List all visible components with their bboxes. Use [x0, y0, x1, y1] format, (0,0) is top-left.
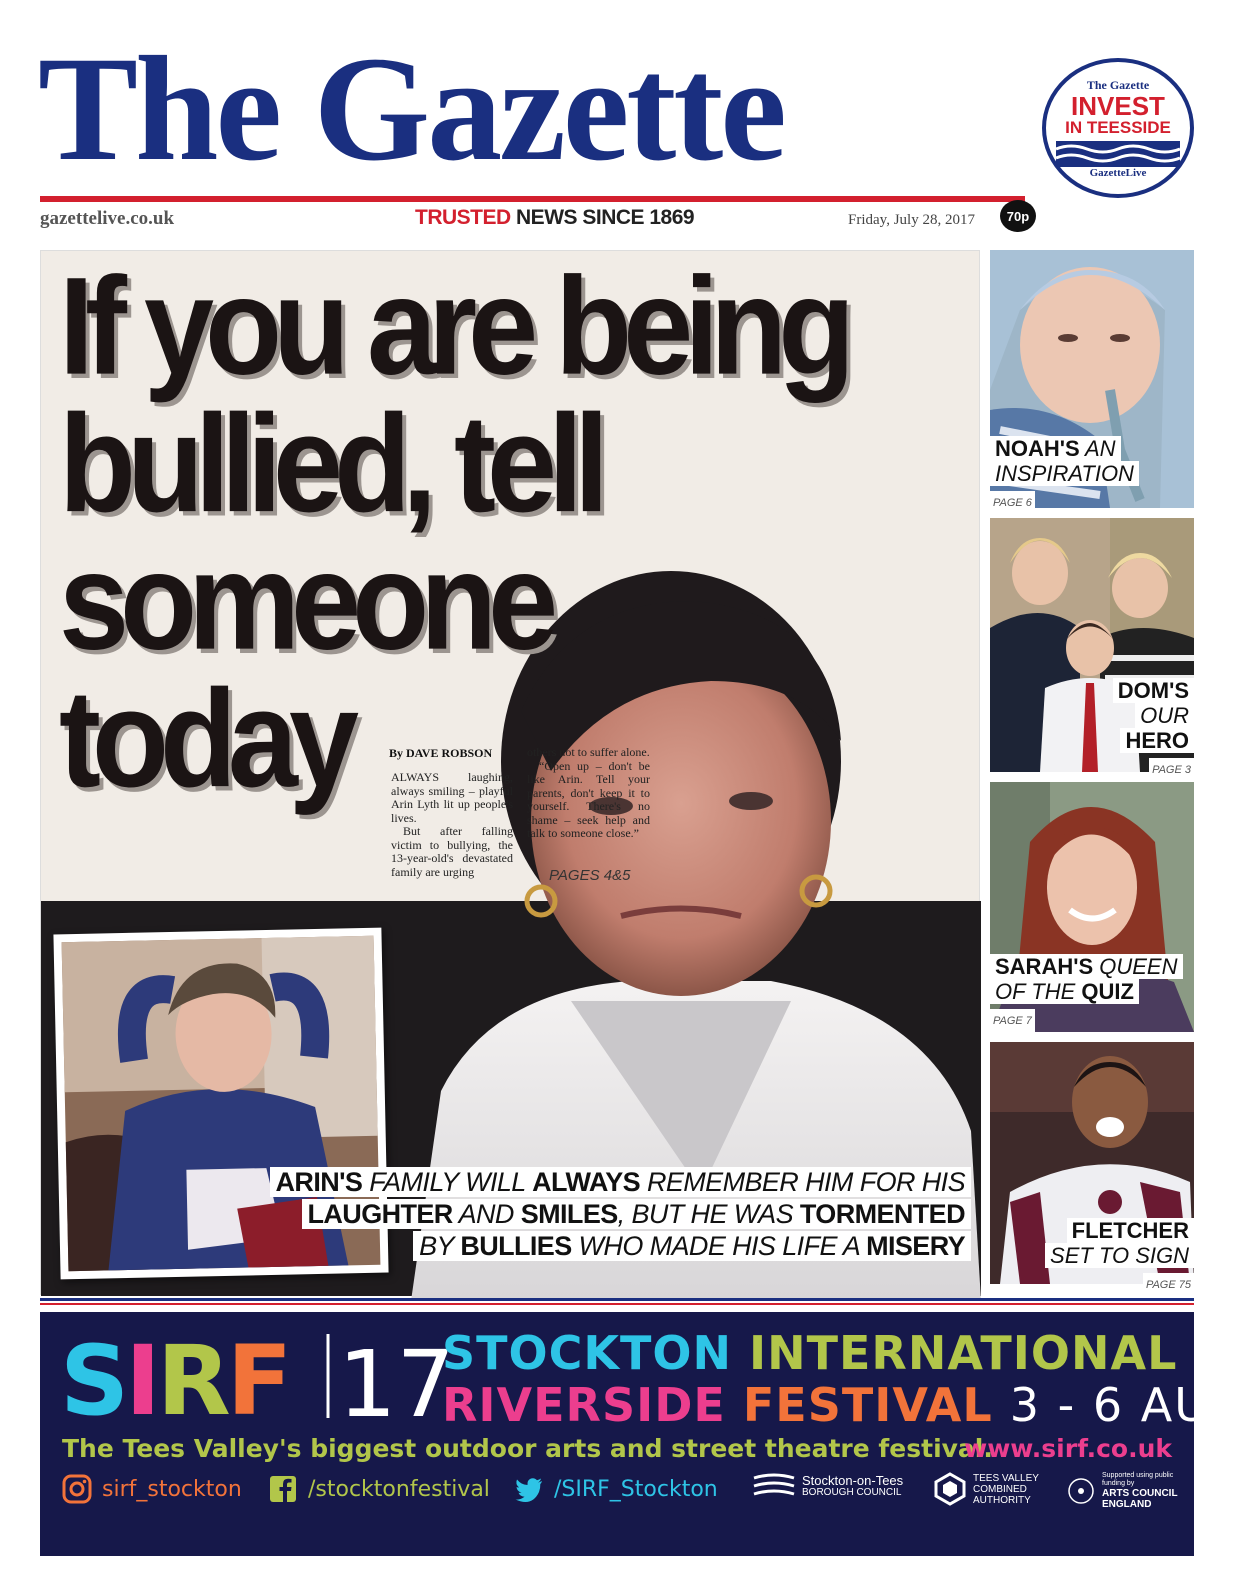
- teaser-dom[interactable]: [990, 518, 1194, 776]
- italic-segment: REMEMBER HIM FOR HIS: [640, 1167, 965, 1197]
- sponsor-text: TEES VALLEY: [973, 1472, 1039, 1484]
- sponsor-text: COMBINED: [973, 1483, 1027, 1495]
- teaser-line: [990, 954, 1183, 979]
- bold-segment: MISERY: [866, 1231, 965, 1261]
- logo-letter-r: R: [156, 1325, 227, 1437]
- italic-segment: OF THE: [995, 979, 1082, 1004]
- teaser-page: PAGE 3: [1149, 758, 1194, 783]
- arts-council-icon: [1066, 1476, 1096, 1506]
- tagline-rest: NEWS SINCE 1869: [516, 206, 695, 229]
- sponsor-text: AUTHORITY: [973, 1494, 1031, 1506]
- festival-dates: 3 - 6 AUG: [1009, 1378, 1248, 1432]
- instagram-icon: [62, 1474, 92, 1504]
- teaser-label: [1045, 1218, 1194, 1298]
- bottom-rule-blue: [40, 1298, 1194, 1301]
- main-headline: [59, 248, 979, 816]
- teaser-line: [1067, 1218, 1194, 1243]
- teaser-label: [990, 436, 1139, 516]
- waves-icon: [1056, 141, 1180, 167]
- badge-line2: IN TEESSIDE: [1065, 117, 1171, 137]
- teaser-line: [990, 436, 1121, 461]
- italic-segment: INSPIRATION: [995, 461, 1134, 486]
- publication-date: Friday, July 28, 2017: [848, 212, 975, 228]
- teaser-fletcher[interactable]: [990, 1042, 1194, 1291]
- caption-line-1: [201, 1166, 971, 1198]
- bold-segment: ALWAYS: [532, 1167, 641, 1197]
- article-paragraph: “Open up – don't be like Arin. Tell your parents, don't keep it to yourself. There's no shame – seek help and talk to someone close.”: [527, 758, 650, 840]
- masthead-title: The Gazette: [38, 26, 784, 192]
- page-reference[interactable]: PAGES 4&5: [549, 867, 631, 884]
- main-story[interactable]: [40, 250, 980, 1295]
- teaser-line: [1045, 1243, 1194, 1268]
- bold-segment: BULLIES: [460, 1231, 572, 1261]
- logo-year: 17: [338, 1331, 456, 1438]
- bold-segment: TORMENTED: [799, 1199, 965, 1229]
- badge-brand: The Gazette: [1086, 77, 1150, 92]
- article-paragraph: ALWAYS laughing, always smiling – playful Arin Lyth lit up people's lives.: [391, 770, 513, 825]
- teaser-line: [1135, 703, 1194, 728]
- tees-valley-authority-logo: [933, 1472, 1039, 1506]
- headline-line: If you are being: [59, 248, 847, 404]
- article-column-2: [527, 746, 650, 841]
- italic-segment: AND: [452, 1199, 521, 1229]
- festival-tagline: The Tees Valley's biggest outdoor arts and street theatre festival.: [62, 1434, 993, 1463]
- svg-text:SIRF: [60, 1325, 288, 1437]
- teaser-sarah[interactable]: [990, 782, 1194, 1032]
- facebook-handle: /stocktonfestival: [308, 1476, 490, 1502]
- festival-word: INTERNATIONAL: [749, 1326, 1178, 1380]
- bold-segment: HERO: [1125, 728, 1189, 753]
- bold-segment: QUIZ: [1081, 979, 1134, 1004]
- festival-word: FESTIVAL: [742, 1378, 993, 1432]
- sirf-logo: [60, 1325, 456, 1438]
- arts-council-england-logo: [1066, 1472, 1194, 1510]
- teaser-line: [990, 979, 1139, 1004]
- masthead-tagline: [415, 206, 694, 230]
- sponsor-text: Supported using public funding by: [1102, 1472, 1174, 1487]
- italic-segment: AN: [1079, 436, 1116, 461]
- festival-word: RIVERSIDE: [442, 1378, 726, 1432]
- photo-caption: [201, 1166, 971, 1262]
- tees-valley-icon: [933, 1472, 967, 1506]
- twitter-link[interactable]: [514, 1474, 718, 1504]
- bottom-rule-red: [40, 1303, 1194, 1305]
- teaser-page: PAGE 7: [990, 1009, 1035, 1034]
- italic-segment: FAMILY WILL: [362, 1167, 533, 1197]
- italic-segment: WHO MADE HIS LIFE A: [571, 1231, 867, 1261]
- italic-segment: QUEEN: [1093, 954, 1178, 979]
- stockton-council-logo: [752, 1472, 903, 1500]
- caption-background: [413, 1231, 971, 1261]
- caption-line-2: [201, 1198, 971, 1230]
- article-paragraph: But after falling victim to bullying, the 13-year-old's devastated family are urging: [391, 824, 513, 879]
- caption-background: [270, 1167, 971, 1197]
- instagram-handle: sirf_stockton: [102, 1476, 242, 1502]
- instagram-link[interactable]: [62, 1474, 242, 1504]
- badge-line1: INVEST: [1071, 90, 1165, 121]
- festival-name-line-2: [442, 1378, 1248, 1432]
- caption-line-3: [201, 1230, 971, 1262]
- teaser-label: [1113, 678, 1194, 783]
- bold-segment: ARIN'S: [275, 1167, 363, 1197]
- teaser-page: PAGE 6: [990, 491, 1035, 516]
- tagline-trusted: TRUSTED: [415, 206, 511, 229]
- teaser-noah[interactable]: [990, 250, 1194, 508]
- facebook-icon: [268, 1474, 298, 1504]
- teaser-line: [1120, 728, 1194, 753]
- teaser-label: [990, 954, 1183, 1034]
- masthead-rule: [40, 196, 1025, 202]
- bold-segment: FLETCHER: [1071, 1218, 1189, 1243]
- festival-url-link[interactable]: www.sirf.co.uk: [964, 1434, 1172, 1463]
- italic-segment: OUR: [1140, 703, 1189, 728]
- logo-letter-i: I: [125, 1325, 157, 1437]
- byline-author[interactable]: DAVE ROBSON: [406, 746, 493, 760]
- sirf-advert[interactable]: [40, 1312, 1248, 1556]
- twitter-icon: [514, 1474, 544, 1504]
- headline-line: bullied, tell: [59, 385, 601, 541]
- sponsor-text: Stockton-on-Tees: [802, 1473, 904, 1488]
- headline-line: today: [59, 660, 351, 816]
- price-badge: 70p: [1000, 200, 1036, 232]
- stockton-council-icon: [752, 1472, 796, 1500]
- teaser-line: [990, 461, 1139, 486]
- headline-line: someone: [59, 523, 550, 679]
- logo-letter-f: F: [226, 1325, 289, 1437]
- bold-segment: SARAH'S: [995, 954, 1094, 979]
- sponsor-text: BOROUGH COUNCIL: [802, 1487, 902, 1498]
- badge-footer: GazetteLive: [1089, 166, 1147, 179]
- festival-word: STOCKTON: [442, 1326, 732, 1380]
- byline: [389, 746, 492, 761]
- byline-prefix: By: [389, 746, 404, 760]
- caption-background: [302, 1199, 971, 1229]
- italic-segment: SET TO SIGN: [1050, 1243, 1189, 1268]
- teaser-line: [1113, 678, 1194, 703]
- festival-name-line-1: [442, 1326, 1177, 1380]
- bold-segment: LAUGHTER: [307, 1199, 453, 1229]
- article-column-1: [391, 771, 513, 879]
- twitter-handle: /SIRF_Stockton: [554, 1476, 718, 1502]
- italic-segment: BY: [419, 1231, 461, 1261]
- bold-segment: DOM'S: [1117, 678, 1189, 703]
- bold-segment: NOAH'S: [995, 436, 1080, 461]
- article-paragraph: others not to suffer alone.: [527, 745, 650, 759]
- logo-letter-s: S: [60, 1325, 126, 1437]
- bold-segment: SMILES: [520, 1199, 618, 1229]
- facebook-link[interactable]: [268, 1474, 490, 1504]
- invest-in-teesside-badge[interactable]: [1042, 58, 1194, 198]
- italic-segment: , BUT HE WAS: [617, 1199, 800, 1229]
- sponsor-text: ENGLAND: [1102, 1499, 1152, 1510]
- site-url[interactable]: gazettelive.co.uk: [40, 208, 175, 229]
- teaser-page: PAGE 75: [1143, 1273, 1194, 1298]
- sponsor-text: ARTS COUNCIL: [1102, 1488, 1178, 1499]
